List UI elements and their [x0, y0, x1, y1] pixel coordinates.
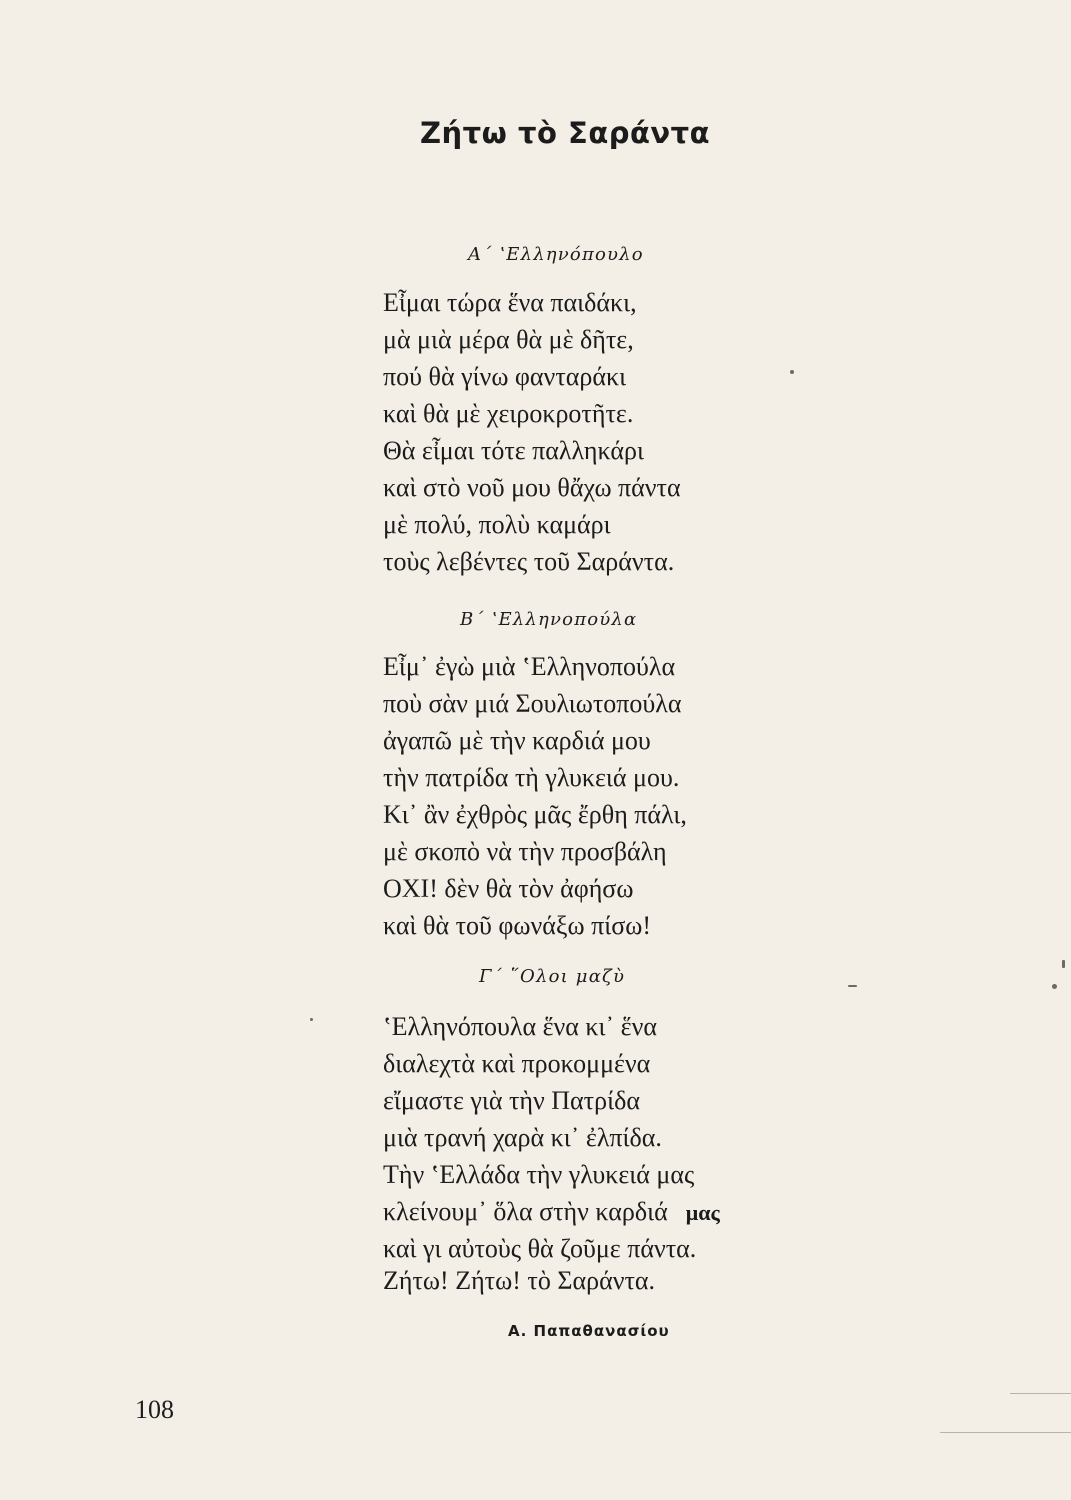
section-heading-c: Γ΄ ῞Ολοι μαζὺ	[479, 966, 626, 987]
poem-line: εἴμαστε γιὰ τὴν Πατρίδα	[383, 1086, 640, 1115]
poem-line: τοὺς λεβέντες τοῦ Σαράντα.	[383, 547, 675, 576]
poem-line: καὶ στὸ νοῦ μου θἄχω πάντα	[383, 473, 681, 502]
scan-speck	[1062, 960, 1065, 968]
poem-line: μὲ σκοπὸ νὰ τὴν προσβάλη	[383, 837, 667, 866]
poem-line: τὴν πατρίδα τὴ γλυκειά μου.	[383, 763, 680, 792]
scan-speck	[848, 985, 857, 987]
section-heading-b: Β΄ ʽΕλληνοπούλα	[460, 609, 638, 630]
poem-line: Εἶμ᾽ ἐγὼ μιὰ ʽΕλληνοπούλα	[383, 652, 676, 681]
stanza-c	[383, 1008, 720, 1267]
poem-line: ποὺ σὰν μιά Σουλιωτοπούλα	[383, 689, 682, 718]
stanza-b	[383, 648, 687, 944]
closing-line: Ζήτω! Ζήτω! τὸ Σαράντα.	[383, 1266, 656, 1295]
poem-line: Εἶμαι τώρα ἕνα παιδάκι,	[383, 288, 637, 317]
poem-title: Ζήτω τὸ Σαράντα	[420, 116, 711, 150]
poem-line: διαλεχτὰ καὶ προκομμένα	[383, 1049, 651, 1078]
poem-line: ἀγαπῶ μὲ τὴν καρδιά μου	[383, 726, 651, 755]
poem-line: καὶ γι αὐτοὺς θὰ ζοῦμε πάντα.	[383, 1234, 697, 1263]
section-heading-a: Α΄ ʽΕλληνόπουλο	[468, 244, 644, 265]
poem-line-text: κλείνουμ᾽ ὅλα στὴν καρδιά	[383, 1197, 668, 1226]
stanza-a	[383, 284, 681, 580]
poem-line-spill: μας	[685, 1200, 720, 1225]
page-number: 108	[135, 1395, 174, 1424]
scan-edge-line	[940, 1432, 1071, 1433]
scan-edge-line	[1010, 1393, 1071, 1394]
scan-speck	[1052, 984, 1057, 989]
poem-line: ʽΕλληνόπουλα ἕνα κι᾽ ἕνα	[383, 1012, 657, 1041]
poem-line: ΟΧΙ! δὲν θὰ τὸν ἀφήσω	[383, 874, 634, 903]
poem-line: Κι᾽ ἂν ἐχθρὸς μᾶς ἔρθη πάλι,	[383, 800, 687, 829]
scan-speck	[790, 370, 794, 374]
poem-line: καὶ θὰ μὲ χειροκροτῆτε.	[383, 399, 634, 428]
scan-speck	[310, 1018, 313, 1021]
poem-line: μὰ μιὰ μέρα θὰ μὲ δῆτε,	[383, 325, 634, 354]
poem-line	[383, 1193, 720, 1230]
author-signature: Α. Παπαθανασίου	[508, 1322, 670, 1340]
poem-line: μιὰ τρανή χαρὰ κι᾽ ἐλπίδα.	[383, 1123, 662, 1152]
poem-line: Τὴν ʽΕλλάδα τὴν γλυκειά μας	[383, 1160, 695, 1189]
poem-line: καὶ θὰ τοῦ φωνάξω πίσω!	[383, 911, 651, 940]
poem-line: μὲ πολύ, πολὺ καμάρι	[383, 510, 611, 539]
poem-line: Θὰ εἶμαι τότε παλληκάρι	[383, 436, 644, 465]
poem-line: πού θὰ γίνω φανταράκι	[383, 362, 627, 391]
